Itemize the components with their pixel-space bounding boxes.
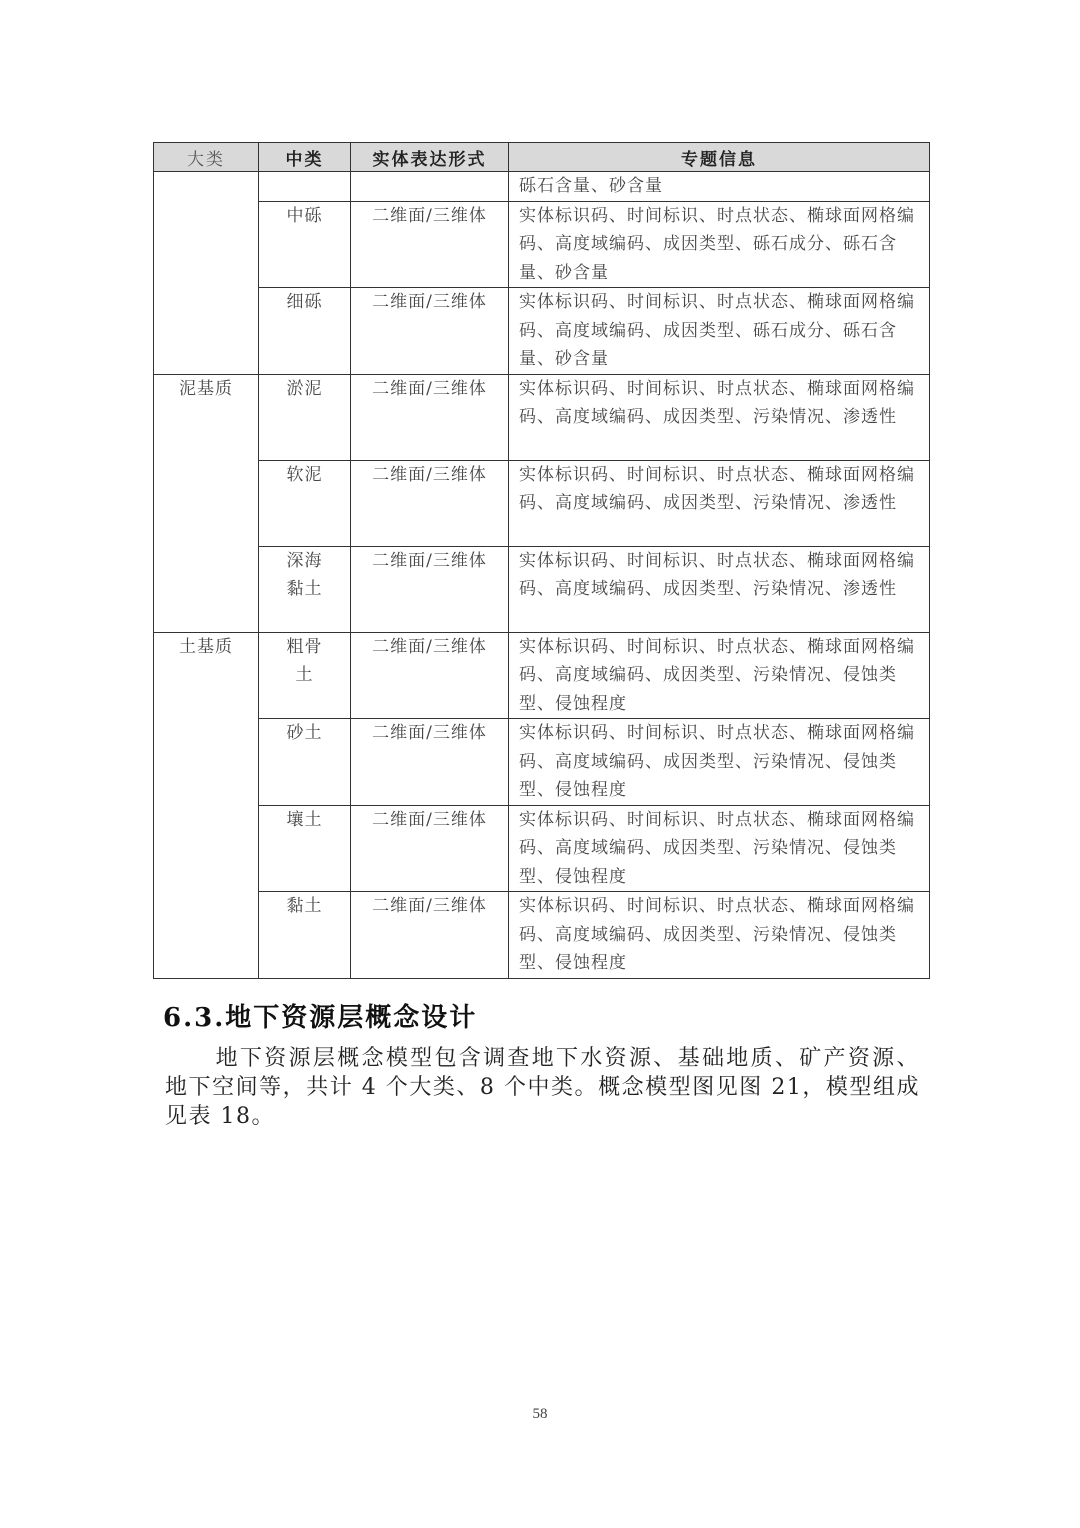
mid-category-cell — [259, 172, 351, 202]
entity-form-cell: 二维面/三维体 — [351, 892, 509, 979]
entity-form-cell: 二维面/三维体 — [351, 719, 509, 806]
mid-category-cell — [259, 460, 351, 546]
mid-category-label: 粗骨土 — [286, 636, 323, 685]
table-row — [154, 892, 930, 979]
mid-category-label: 深海黏土 — [286, 550, 323, 599]
mid-category-label: 淤泥 — [286, 378, 323, 399]
entity-form-cell: 二维面/三维体 — [351, 374, 509, 460]
table-row — [154, 546, 930, 632]
mid-category-label: 细砾 — [286, 292, 323, 312]
mid-category-label: 软泥 — [286, 464, 323, 485]
entity-form-cell: 二维面/三维体 — [351, 201, 509, 288]
mid-category-cell — [259, 201, 351, 288]
table-row — [154, 374, 930, 460]
body-paragraph: 地下资源层概念模型包含调查地下水资源、基础地质、矿产资源、地下空间等，共计 4 个大类、8 个中类。概念模型图见图 21，模型组成见表 18。 — [165, 1046, 920, 1129]
mid-category-cell — [259, 632, 351, 719]
entity-form-cell: 二维面/三维体 — [351, 288, 509, 375]
mid-category-cell — [259, 805, 351, 892]
mid-category-label: 中砾 — [286, 205, 323, 226]
major-category-cell — [154, 172, 259, 375]
table-row — [154, 288, 930, 375]
table-header-row — [154, 143, 930, 172]
table-row — [154, 460, 930, 546]
entity-form-cell: 二维面/三维体 — [351, 460, 509, 546]
entity-form-cell: 二维面/三维体 — [351, 546, 509, 632]
table-body — [154, 172, 930, 979]
header-topic-info: 专题信息 — [509, 143, 930, 172]
mid-category-cell — [259, 374, 351, 460]
topic-info-cell: 实体标识码、时间标识、时点状态、椭球面网格编码、高度域编码、成因类型、砾石成分、砾石含量、砂含量 — [509, 201, 930, 288]
topic-info-cell: 实体标识码、时间标识、时点状态、椭球面网格编码、高度域编码、成因类型、污染情况、侵蚀类型、侵蚀程度 — [509, 632, 930, 719]
header-major-category: 大类 — [154, 143, 259, 172]
mid-category-cell — [259, 719, 351, 806]
topic-info-cell: 实体标识码、时间标识、时点状态、椭球面网格编码、高度域编码、成因类型、污染情况、侵蚀类型、侵蚀程度 — [509, 892, 930, 979]
topic-info-cell: 实体标识码、时间标识、时点状态、椭球面网格编码、高度域编码、成因类型、污染情况、侵蚀类型、侵蚀程度 — [509, 719, 930, 806]
table-row — [154, 719, 930, 806]
topic-info-cell: 砾石含量、砂含量 — [509, 172, 930, 202]
classification-table — [153, 142, 930, 979]
entity-form-cell — [351, 172, 509, 202]
table-row — [154, 805, 930, 892]
topic-info-cell: 实体标识码、时间标识、时点状态、椭球面网格编码、高度域编码、成因类型、污染情况、渗透性 — [509, 460, 930, 546]
entity-form-cell: 二维面/三维体 — [351, 805, 509, 892]
table-row — [154, 201, 930, 288]
mid-category-label: 壤土 — [286, 809, 323, 830]
major-category-cell: 泥基质 — [154, 374, 259, 632]
header-mid-category: 中类 — [259, 143, 351, 172]
mid-category-cell — [259, 546, 351, 632]
table-row — [154, 632, 930, 719]
topic-info-cell: 实体标识码、时间标识、时点状态、椭球面网格编码、高度域编码、成因类型、砾石成分、砾石含量、砂含量 — [509, 288, 930, 375]
mid-category-cell — [259, 288, 351, 375]
major-category-cell: 土基质 — [154, 632, 259, 978]
page-number: 58 — [532, 1406, 548, 1422]
entity-form-cell: 二维面/三维体 — [351, 632, 509, 719]
section-heading: 6.3.地下资源层概念设计 — [163, 1003, 478, 1033]
topic-info-cell: 实体标识码、时间标识、时点状态、椭球面网格编码、高度域编码、成因类型、污染情况、渗透性 — [509, 374, 930, 460]
header-entity-form: 实体表达形式 — [351, 143, 509, 172]
mid-category-cell — [259, 892, 351, 979]
table-row — [154, 172, 930, 202]
mid-category-label: 砂土 — [286, 723, 323, 743]
topic-info-cell: 实体标识码、时间标识、时点状态、椭球面网格编码、高度域编码、成因类型、污染情况、渗透性 — [509, 546, 930, 632]
mid-category-label: 黏土 — [286, 896, 323, 916]
topic-info-cell: 实体标识码、时间标识、时点状态、椭球面网格编码、高度域编码、成因类型、污染情况、侵蚀类型、侵蚀程度 — [509, 805, 930, 892]
